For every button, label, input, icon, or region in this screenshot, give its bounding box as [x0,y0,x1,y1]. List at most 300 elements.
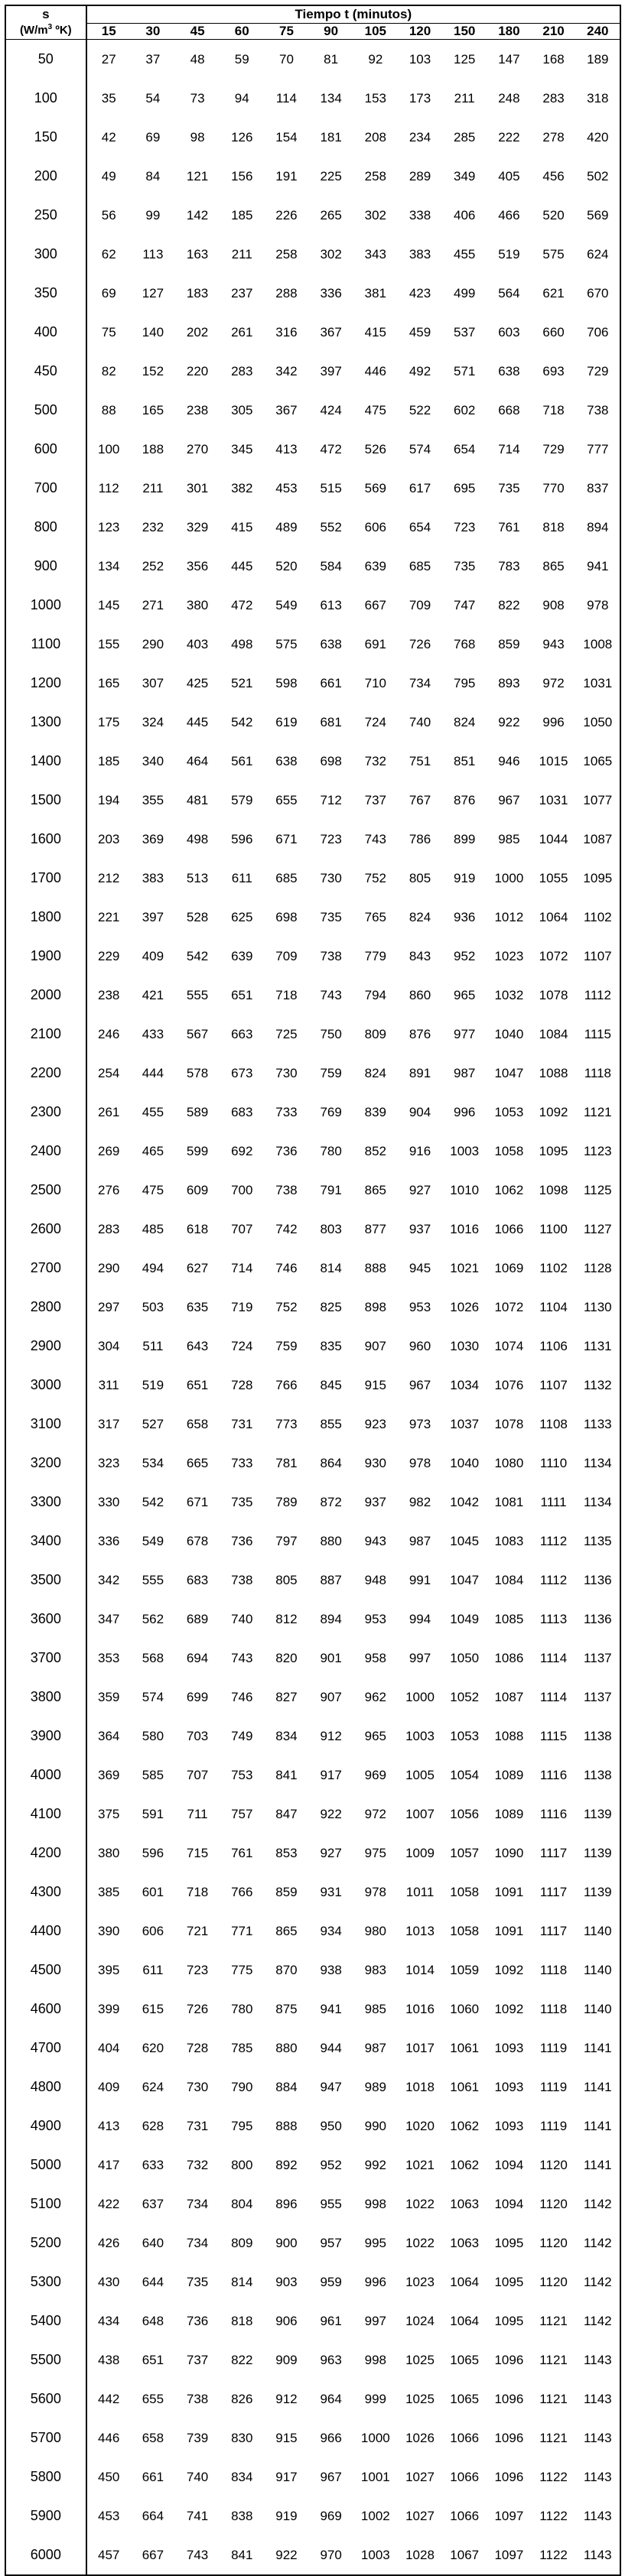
value-cell: 1080 [494,1455,524,1470]
value-cell: 899 [454,831,476,846]
value-cell: 442 [98,2391,120,2406]
value-cell: 738 [320,948,342,963]
value-cell: 1121 [539,2352,568,2367]
s-value-cell: 5000 [5,2146,86,2185]
value-cell: 991 [409,1572,431,1587]
header-row-top [5,5,620,23]
value-cell: 710 [364,675,387,690]
value-cell: 1111 [540,1494,567,1509]
value-cell: 382 [231,480,253,495]
s-value-cell: 3200 [5,1444,86,1483]
value-cell: 730 [275,1065,298,1080]
value-cell: 826 [231,2391,253,2406]
value-cell: 1091 [494,1884,524,1899]
value-cell: 1022 [405,2196,435,2211]
value-cell: 838 [231,2508,253,2523]
value-cell: 301 [186,480,209,495]
value-cell: 114 [275,90,297,106]
value-cell: 995 [364,2235,387,2250]
value-cell: 1050 [450,1650,480,1665]
s-value-cell: 4400 [5,1912,86,1951]
value-cell: 803 [320,1221,342,1236]
value-cell: 876 [454,792,476,807]
value-cell: 234 [409,129,431,145]
value-cell: 734 [186,2235,209,2250]
value-cell: 453 [98,2508,120,2523]
value-cell: 888 [364,1260,387,1275]
value-cell: 311 [98,1377,119,1392]
table-row [5,664,620,703]
value-cell: 894 [320,1611,342,1626]
value-cell: 969 [320,2508,342,2523]
value-cell: 1078 [539,987,568,1002]
value-cell: 1140 [576,1951,620,1990]
value-cell: 865 [275,1923,298,1938]
value-cell: 185 [98,753,120,768]
s-value-cell: 4600 [5,1990,86,2029]
value-cell: 1110 [539,1455,568,1470]
time-column-header: 45 [175,23,220,39]
value-cell: 599 [186,1143,209,1158]
value-cell: 678 [186,1533,209,1548]
table-row [5,1249,620,1288]
value-cell: 1134 [576,1483,620,1522]
value-cell: 456 [542,168,565,184]
value-cell: 455 [142,1104,164,1119]
value-cell: 574 [142,1689,164,1704]
value-cell: 420 [576,118,620,157]
value-cell: 814 [320,1260,342,1275]
value-cell: 278 [542,129,565,145]
value-cell: 191 [275,168,298,184]
value-cell: 1005 [405,1767,435,1782]
value-cell: 725 [275,1026,298,1041]
value-cell: 285 [454,129,476,145]
s-value-cell: 3700 [5,1639,86,1678]
value-cell: 714 [231,1260,253,1275]
value-cell: 1024 [405,2313,435,2328]
value-cell: 839 [364,1104,387,1119]
value-cell: 208 [364,129,387,145]
table-row [5,547,620,586]
value-cell: 1143 [576,2457,620,2496]
value-cell: 238 [98,987,120,1002]
table-row [5,1210,620,1249]
value-cell: 466 [498,207,520,223]
s-value-cell: 4000 [5,1756,86,1795]
time-column-header: 120 [398,23,442,39]
value-cell: 996 [364,2274,387,2289]
value-cell: 383 [142,870,164,885]
value-cell: 305 [231,402,253,417]
value-cell: 655 [275,792,298,807]
value-cell: 75 [101,324,116,339]
table-row [5,352,620,391]
value-cell: 737 [364,792,387,807]
value-cell: 323 [98,1455,120,1470]
s-value-cell: 5400 [5,2302,86,2340]
s-unit-suffix: ºK) [52,24,72,37]
value-cell: 1096 [494,2430,524,2445]
value-cell: 528 [186,909,209,924]
value-cell: 1055 [539,870,568,885]
value-cell: 1000 [494,870,524,885]
value-cell: 1061 [450,2040,480,2055]
table-row [5,2379,620,2418]
table-row [5,1873,620,1912]
value-cell: 1100 [539,1221,568,1236]
value-cell: 1067 [442,2535,487,2575]
value-cell: 785 [231,2040,253,2055]
value-cell: 302 [364,207,387,223]
value-cell: 1089 [494,1767,524,1782]
table-row [5,1834,620,1873]
value-cell: 1141 [576,2029,620,2068]
value-cell: 404 [98,2040,120,2055]
table-row [5,703,620,742]
value-cell: 621 [542,285,565,300]
value-cell: 1116 [539,1806,568,1821]
value-cell: 472 [320,441,342,456]
value-cell: 752 [275,1299,298,1314]
value-cell: 814 [231,2274,253,2289]
value-cell: 962 [364,1689,387,1704]
value-cell: 1025 [405,2391,435,2406]
value-cell: 521 [231,675,253,690]
value-cell: 1115 [539,1728,568,1743]
value-cell: 42 [101,129,116,145]
value-cell: 953 [364,1611,387,1626]
value-cell: 746 [275,1260,298,1275]
value-cell: 900 [275,2235,298,2250]
value-cell: 1141 [576,2068,620,2107]
value-cell: 1095 [494,2274,524,2289]
value-cell: 644 [142,2274,164,2289]
value-cell: 1021 [450,1260,480,1275]
value-cell: 743 [364,831,387,846]
value-cell: 907 [364,1338,387,1353]
s-value-cell: 3900 [5,1717,86,1756]
value-cell: 1114 [539,1689,568,1704]
value-cell: 1128 [576,1249,620,1288]
value-cell: 965 [454,987,476,1002]
value-cell: 909 [275,2352,298,2367]
value-cell: 723 [320,831,342,846]
value-cell: 983 [364,1962,387,1977]
value-cell: 936 [454,909,476,924]
value-cell: 965 [364,1728,387,1743]
value-cell: 549 [142,1533,164,1548]
value-cell: 589 [186,1104,209,1119]
value-cell: 598 [275,675,298,690]
value-cell: 660 [542,324,565,339]
value-cell: 738 [231,1572,253,1587]
value-cell: 1087 [494,1689,524,1704]
value-cell: 987 [409,1533,431,1548]
value-cell: 1081 [494,1494,524,1509]
value-cell: 1119 [539,2040,568,2055]
value-cell: 1011 [405,1884,435,1899]
value-cell: 552 [320,519,342,534]
value-cell: 975 [364,1845,387,1860]
value-cell: 465 [142,1143,164,1158]
value-cell: 1026 [450,1299,480,1314]
table-row [5,586,620,625]
value-cell: 1118 [576,1054,620,1093]
value-cell: 459 [409,324,431,339]
value-cell: 125 [454,51,476,67]
value-cell: 1059 [450,1962,480,1977]
value-cell: 864 [320,1455,342,1470]
value-cell: 628 [142,2118,164,2133]
s-value-cell: 1800 [5,898,86,937]
value-cell: 229 [98,948,120,963]
table-row [5,118,620,157]
value-cell: 1102 [576,898,620,937]
value-cell: 424 [320,402,342,417]
value-cell: 54 [145,90,161,106]
value-cell: 613 [320,597,342,612]
value-cell: 99 [145,207,161,223]
s-column-header: s [5,5,86,23]
value-cell: 1094 [494,2196,524,2211]
value-cell: 960 [409,1338,431,1353]
value-cell: 156 [231,168,253,184]
value-cell: 989 [364,2079,387,2094]
value-cell: 625 [231,909,253,924]
value-cell: 1123 [576,1132,620,1171]
value-cell: 472 [231,597,253,612]
s-value-cell: 4300 [5,1873,86,1912]
value-cell: 843 [409,948,431,963]
value-cell: 765 [364,909,387,924]
value-cell: 27 [101,51,116,67]
table-row [5,2185,620,2224]
value-cell: 967 [409,1377,431,1392]
value-cell: 996 [454,1104,476,1119]
value-cell: 1139 [576,1795,620,1834]
value-cell: 1064 [539,909,568,924]
s-value-cell: 1900 [5,937,86,976]
value-cell: 1015 [539,753,568,768]
s-value-cell: 1200 [5,664,86,703]
value-cell: 1088 [539,1065,568,1080]
value-cell: 711 [187,1806,208,1821]
value-cell: 355 [142,792,164,807]
value-cell: 494 [142,1260,164,1275]
value-cell: 1097 [494,2508,524,2523]
value-cell: 880 [320,1533,342,1548]
value-cell: 316 [275,324,298,339]
value-cell: 423 [409,285,431,300]
value-cell: 35 [101,90,116,106]
value-cell: 651 [142,2352,164,2367]
s-value-cell: 400 [5,313,86,352]
value-cell: 88 [101,402,116,417]
value-cell: 738 [186,2391,209,2406]
value-cell: 822 [498,597,520,612]
value-cell: 982 [409,1494,431,1509]
value-cell: 825 [320,1299,342,1314]
value-cell: 221 [98,909,120,924]
s-value-cell: 5100 [5,2185,86,2224]
value-cell: 967 [498,792,520,807]
s-value-cell: 3800 [5,1678,86,1717]
s-value-cell: 800 [5,508,86,547]
value-cell: 907 [320,1689,342,1704]
value-cell: 1050 [576,703,620,742]
value-cell: 698 [320,753,342,768]
s-value-cell: 450 [5,352,86,391]
value-cell: 1074 [494,1338,524,1353]
value-cell: 446 [98,2430,120,2445]
value-cell: 927 [320,1845,342,1860]
value-cell: 580 [142,1728,164,1743]
s-value-cell: 3500 [5,1561,86,1600]
value-cell: 269 [98,1143,120,1158]
value-cell: 648 [142,2313,164,2328]
value-cell: 1108 [539,1416,568,1431]
value-cell: 81 [324,51,339,67]
table-row [5,1288,620,1327]
table-container [5,5,621,2576]
value-cell: 1113 [539,1611,568,1626]
time-column-header: 90 [309,23,353,39]
table-row [5,1483,620,1522]
value-cell: 997 [364,2313,387,2328]
time-column-header: 210 [531,23,575,39]
value-cell: 1095 [494,2313,524,2328]
table-row [5,508,620,547]
value-cell: 841 [220,2535,264,2575]
table-row [5,1405,620,1444]
value-cell: 1118 [539,1962,568,1977]
value-cell: 969 [364,1767,387,1782]
s-value-cell: 2300 [5,1093,86,1132]
value-cell: 413 [98,2118,120,2133]
value-cell: 860 [409,987,431,1002]
value-cell: 330 [98,1494,120,1509]
value-cell: 1091 [494,1923,524,1938]
value-cell: 999 [364,2391,387,2406]
value-cell: 602 [454,402,476,417]
value-cell: 434 [98,2313,120,2328]
value-cell: 142 [186,207,209,223]
value-cell: 718 [186,1884,209,1899]
value-cell: 475 [364,402,387,417]
value-cell: 1023 [405,2274,435,2289]
value-cell: 203 [98,831,120,846]
value-cell: 619 [275,714,298,729]
value-cell: 579 [231,792,253,807]
value-cell: 818 [231,2313,253,2328]
value-cell: 611 [142,1962,164,1977]
value-cell: 84 [145,168,161,184]
table-row [5,1678,620,1717]
value-cell: 730 [320,870,342,885]
value-cell: 658 [142,2430,164,2445]
value-cell: 944 [320,2040,342,2055]
value-cell: 446 [364,363,387,378]
table-row [5,2535,620,2575]
value-cell: 415 [231,519,253,534]
value-cell: 822 [231,2352,253,2367]
value-cell: 1092 [494,2001,524,2016]
value-cell: 1012 [494,909,524,924]
value-cell: 658 [186,1416,209,1431]
value-cell: 1044 [539,831,568,846]
value-cell: 794 [364,987,387,1002]
value-cell: 422 [98,2196,120,2211]
value-cell: 733 [231,1455,253,1470]
value-cell: 1107 [576,937,620,976]
value-cell: 1143 [576,2379,620,2418]
value-cell: 824 [364,1065,387,1080]
table-row [5,274,620,313]
value-cell: 742 [275,1221,298,1236]
value-cell: 712 [320,792,342,807]
s-unit-header [5,23,86,39]
value-cell: 845 [320,1377,342,1392]
value-cell: 685 [275,870,298,885]
value-cell: 258 [364,168,387,184]
value-cell: 426 [98,2235,120,2250]
value-cell: 1092 [539,1104,568,1119]
value-cell: 941 [576,547,620,586]
value-cell: 1014 [405,1962,435,1977]
value-cell: 830 [231,2430,253,2445]
value-cell: 718 [275,987,298,1002]
value-cell: 943 [542,636,565,651]
value-cell: 683 [231,1104,253,1119]
value-cell: 985 [498,831,520,846]
s-value-cell: 4200 [5,1834,86,1873]
value-cell: 639 [231,948,253,963]
value-cell: 809 [364,1026,387,1041]
value-cell: 62 [101,246,116,261]
value-cell: 919 [454,870,476,885]
value-cell: 1095 [539,1143,568,1158]
value-cell: 1083 [494,1533,524,1548]
value-cell: 947 [320,2079,342,2094]
value-cell: 238 [186,402,209,417]
value-cell: 707 [231,1221,253,1236]
value-cell: 795 [454,675,476,690]
value-cell: 611 [231,870,252,885]
value-cell: 1140 [576,1990,620,2029]
value-cell: 276 [98,1182,120,1197]
value-cell: 444 [142,1065,164,1080]
table-row [5,235,620,274]
value-cell: 591 [142,1806,164,1821]
value-cell: 134 [320,90,342,106]
value-cell: 453 [275,480,298,495]
value-cell: 1120 [539,2235,568,2250]
s-value-cell: 150 [5,118,86,157]
value-cell: 752 [364,870,387,885]
value-cell: 1065 [576,742,620,781]
value-cell: 492 [409,363,431,378]
value-cell: 820 [275,1650,298,1665]
value-cell: 140 [142,324,164,339]
s-value-cell: 5900 [5,2496,86,2535]
table-row [5,1561,620,1600]
value-cell: 252 [142,558,164,573]
value-cell: 865 [542,558,565,573]
value-cell: 1009 [405,1845,435,1860]
time-column-header: 30 [131,23,175,39]
value-cell: 741 [186,2508,209,2523]
